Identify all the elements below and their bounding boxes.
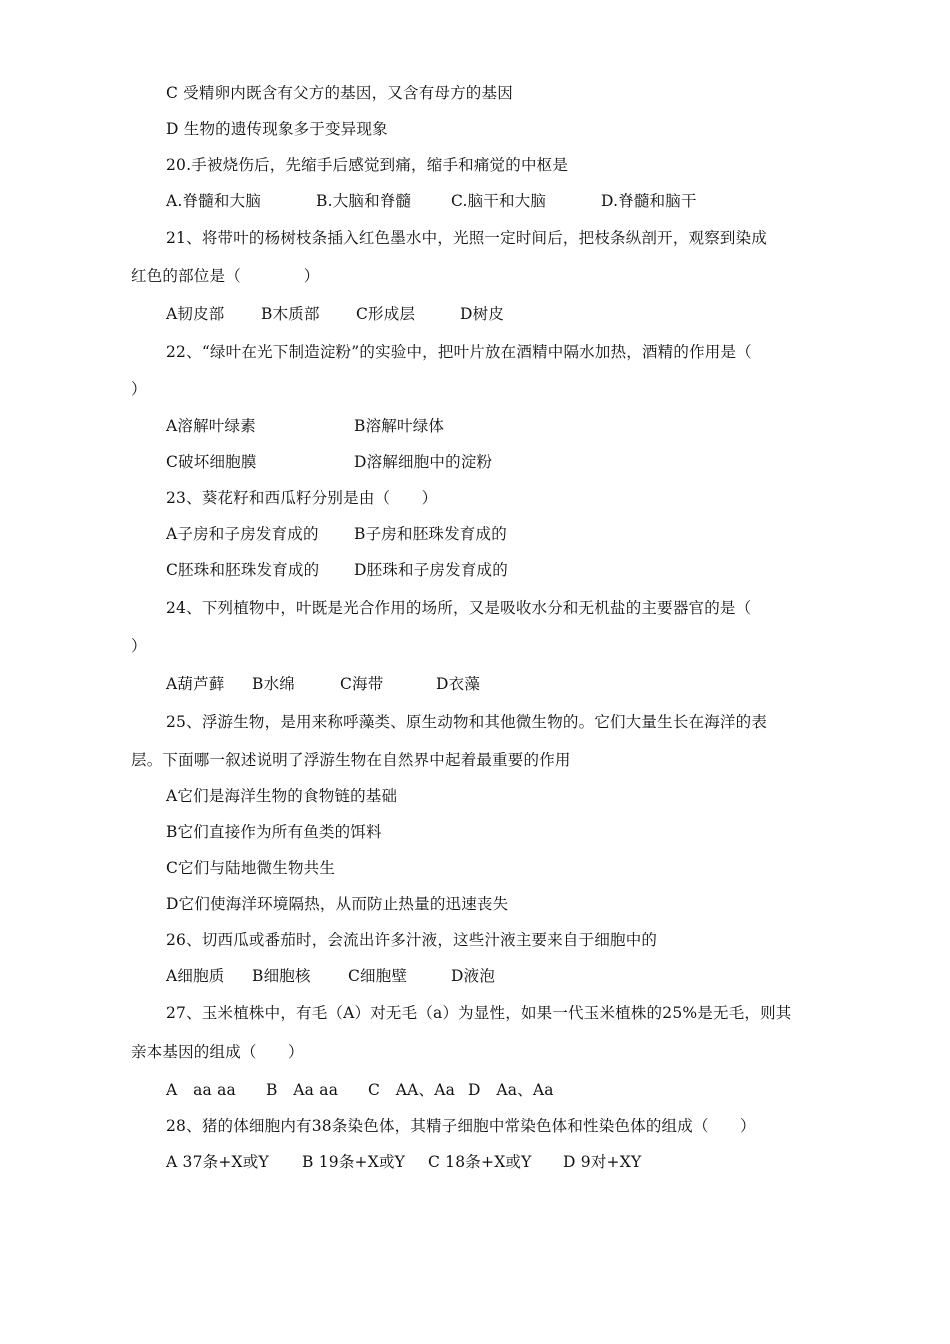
q21-options: [166, 304, 504, 324]
q23-option-a: A子房和子房发育成的: [166, 525, 319, 543]
q26-stem: 26、切西瓜或番茄时，会流出许多汁液，这些汁液主要来自于细胞中的: [166, 931, 658, 949]
q25-option-b: B它们直接作为所有鱼类的饵料: [166, 823, 382, 841]
q20-option-a: A.脊髓和大脑: [166, 192, 262, 210]
q22-option-c: C破坏细胞膜: [166, 453, 257, 471]
q27-option-a: A aa aa: [166, 1081, 236, 1099]
q22-option-d: D溶解细胞中的淀粉: [354, 453, 493, 471]
q28-option-d: D 9对+XY: [563, 1153, 642, 1171]
q28-stem: 28、猪的体细胞内有38条染色体，其精子细胞中常染色体和性染色体的组成（ ）: [166, 1117, 756, 1135]
q28-options: [166, 1152, 641, 1172]
q26-option-d: D液泡: [451, 967, 496, 985]
q20-option-c: C.脑干和大脑: [451, 192, 547, 210]
q26-option-a: A细胞质: [166, 967, 225, 985]
q24-option-a: A葫芦藓: [166, 675, 225, 693]
q23-option-d: D胚珠和子房发育成的: [354, 561, 508, 579]
q23-stem: 23、葵花籽和西瓜籽分别是由（ ）: [166, 489, 438, 507]
q25-option-a: A它们是海洋生物的食物链的基础: [166, 787, 398, 805]
q25-option-c: C它们与陆地微生物共生: [166, 859, 336, 877]
q27-option-b: B Aa aa: [266, 1081, 339, 1099]
q23-option-b: B子房和胚珠发育成的: [354, 525, 507, 543]
q22-option-b: B溶解叶绿体: [354, 417, 445, 435]
q22-stem-line1: 22、“绿叶在光下制造淀粉”的实验中，把叶片放在酒精中隔水加热，酒精的作用是（: [166, 343, 752, 361]
q24-options: [166, 674, 480, 694]
q26-option-b: B细胞核: [252, 967, 311, 985]
q25-stem-line1: 25、浮游生物，是用来称呼藻类、原生动物和其他微生物的。它们大量生长在海洋的表: [166, 713, 768, 731]
q22-option-a: A溶解叶绿素: [166, 417, 256, 435]
q20-option-b: B.大脑和脊髓: [316, 192, 412, 210]
q23-options-row2: [166, 560, 508, 580]
q23-options-row1: [166, 524, 507, 544]
q22-stem-line2: ）: [131, 380, 147, 398]
q28-option-b: B 19条+X或Y: [302, 1153, 406, 1171]
q27-stem-line2: 亲本基因的组成（ ）: [131, 1043, 304, 1061]
q24-stem-line2: ）: [131, 637, 147, 655]
q24-option-b: B水绵: [252, 675, 295, 693]
q22-options-row1: [166, 416, 444, 436]
q27-options: [166, 1080, 554, 1100]
q28-option-a: A 37条+X或Y: [166, 1153, 269, 1171]
q24-stem-line1: 24、下列植物中，叶既是光合作用的场所，又是吸收水分和无机盐的主要器官的是（: [166, 599, 752, 617]
q21-option-b: B木质部: [261, 305, 320, 323]
q21-option-c: C形成层: [356, 305, 416, 323]
q20-option-d: D.脊髓和脑干: [601, 192, 697, 210]
q28-option-c: C 18条+X或Y: [428, 1153, 532, 1171]
q26-options: [166, 966, 495, 986]
q27-option-c: C AA、Aa: [368, 1081, 456, 1099]
q21-option-d: D树皮: [460, 305, 505, 323]
q24-option-d: D衣藻: [436, 675, 481, 693]
q20-stem: 20.手被烧伤后，先缩手后感觉到痛，缩手和痛觉的中枢是: [166, 156, 569, 174]
q21-stem-line1: 21、将带叶的杨树枝条插入红色墨水中，光照一定时间后，把枝条纵剖开，观察到染成: [166, 229, 768, 247]
q27-stem-line1: 27、玉米植株中，有毛（A）对无毛（a）为显性，如果一代玉米植株的25%是无毛，则其: [166, 1004, 792, 1022]
q19-option-d: D 生物的遗传现象多于变异现象: [166, 120, 388, 138]
q24-option-c: C海带: [340, 675, 384, 693]
q21-option-a: A韧皮部: [166, 305, 225, 323]
q25-stem-line2: 层。下面哪一叙述说明了浮游生物在自然界中起着最重要的作用: [131, 751, 571, 769]
q25-option-d: D它们使海洋环境隔热，从而防止热量的迅速丧失: [166, 895, 509, 913]
q26-option-c: C细胞壁: [348, 967, 408, 985]
q27-option-d: D Aa、Aa: [468, 1081, 554, 1099]
q19-option-c: C 受精卵内既含有父方的基因，又含有母方的基因: [166, 84, 513, 102]
q20-options: [166, 191, 697, 211]
q22-options-row2: [166, 452, 492, 472]
q21-stem-line2: 红色的部位是（ ）: [131, 267, 320, 285]
q23-option-c: C胚珠和胚珠发育成的: [166, 561, 320, 579]
